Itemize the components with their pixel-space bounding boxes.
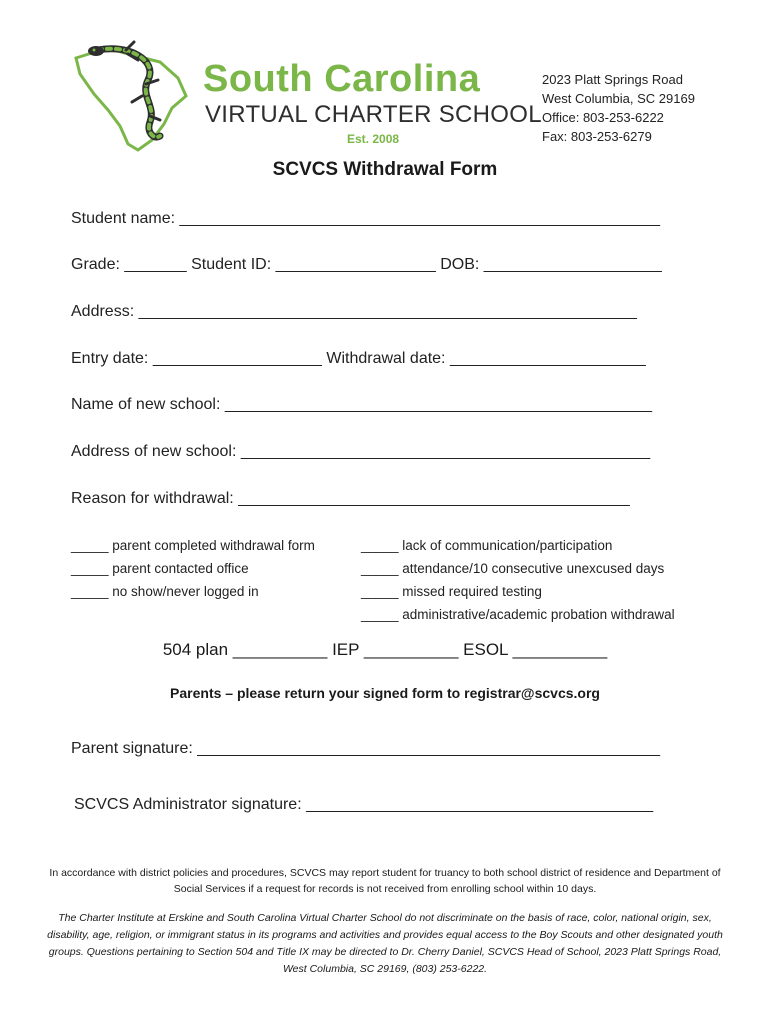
fax-number: Fax: 803-253-6279 [542,129,652,144]
reason-option[interactable]: _____ parent contacted office [71,561,249,576]
entry-withdrawal-date-field[interactable]: Entry date: ___________________ Withdrawal date: ______________________ [71,350,646,367]
admin-signature-field[interactable]: SCVCS Administrator signature: _______________________________________ [74,796,654,813]
grade-id-dob-field[interactable]: Grade: _______ Student ID: __________________ DOB: ____________________ [71,256,662,273]
logo-subtitle: VIRTUAL CHARTER SCHOOL [205,101,542,128]
reason-option[interactable]: _____ attendance/10 consecutive unexcused days [361,561,665,576]
office-phone: Office: 803-253-6222 [542,110,664,125]
reason-option[interactable]: _____ no show/never logged in [71,584,259,599]
nondiscrimination-statement: The Charter Institute at Erskine and South Carolina Virtual Charter School do not discriminate on the basis of race, color, national origin, sex, disability, age, religion, or immigrant status in its programs and activities and provides equal access to the Boy Scouts and other designated youth groups. Questions pertaining to Section 504 and Title IX may be directed to Dr. Cherry Daniel, SCVCS Head of School, 2023 Platt Springs Road, West Columbia, SC 29169, (803) 253-6222. [47,912,723,975]
reason-option[interactable]: _____ missed required testing [361,584,542,599]
form-title: SCVCS Withdrawal Form [272,159,498,180]
truancy-policy-text: In accordance with district policies and procedures, SCVCS may report student for truancy to both school district of residence and Department of Social Services if a request for records is not received from enrolling school within 10 days. [49,867,721,895]
logo-title: South Carolina [203,58,481,100]
reason-option[interactable]: _____ lack of communication/participation [361,538,613,553]
state-gecko-emblem [68,40,208,155]
return-instructions: Parents – please return your signed form to registrar@scvcs.org [170,685,600,701]
street-address: 2023 Platt Springs Road [542,72,683,87]
city-state-zip: West Columbia, SC 29169 [542,91,695,106]
logo-established: Est. 2008 [347,132,400,146]
new-school-name-field[interactable]: Name of new school: ________________________________________________ [71,396,652,413]
plans-field[interactable]: 504 plan __________ IEP __________ ESOL __________ [162,640,608,659]
withdrawal-reason-field[interactable]: Reason for withdrawal: ____________________________________________ [71,490,630,507]
reason-option[interactable]: _____ administrative/academic probation withdrawal [361,607,675,622]
reason-option[interactable]: _____ parent completed withdrawal form [71,538,315,553]
new-school-address-field[interactable]: Address of new school: ______________________________________________ [71,443,651,460]
parent-signature-field[interactable]: Parent signature: ____________________________________________________ [71,740,661,757]
school-contact [542,70,695,146]
student-name-field[interactable]: Student name: ______________________________________________________ [71,210,661,227]
address-field[interactable]: Address: ________________________________________________________ [71,303,637,320]
